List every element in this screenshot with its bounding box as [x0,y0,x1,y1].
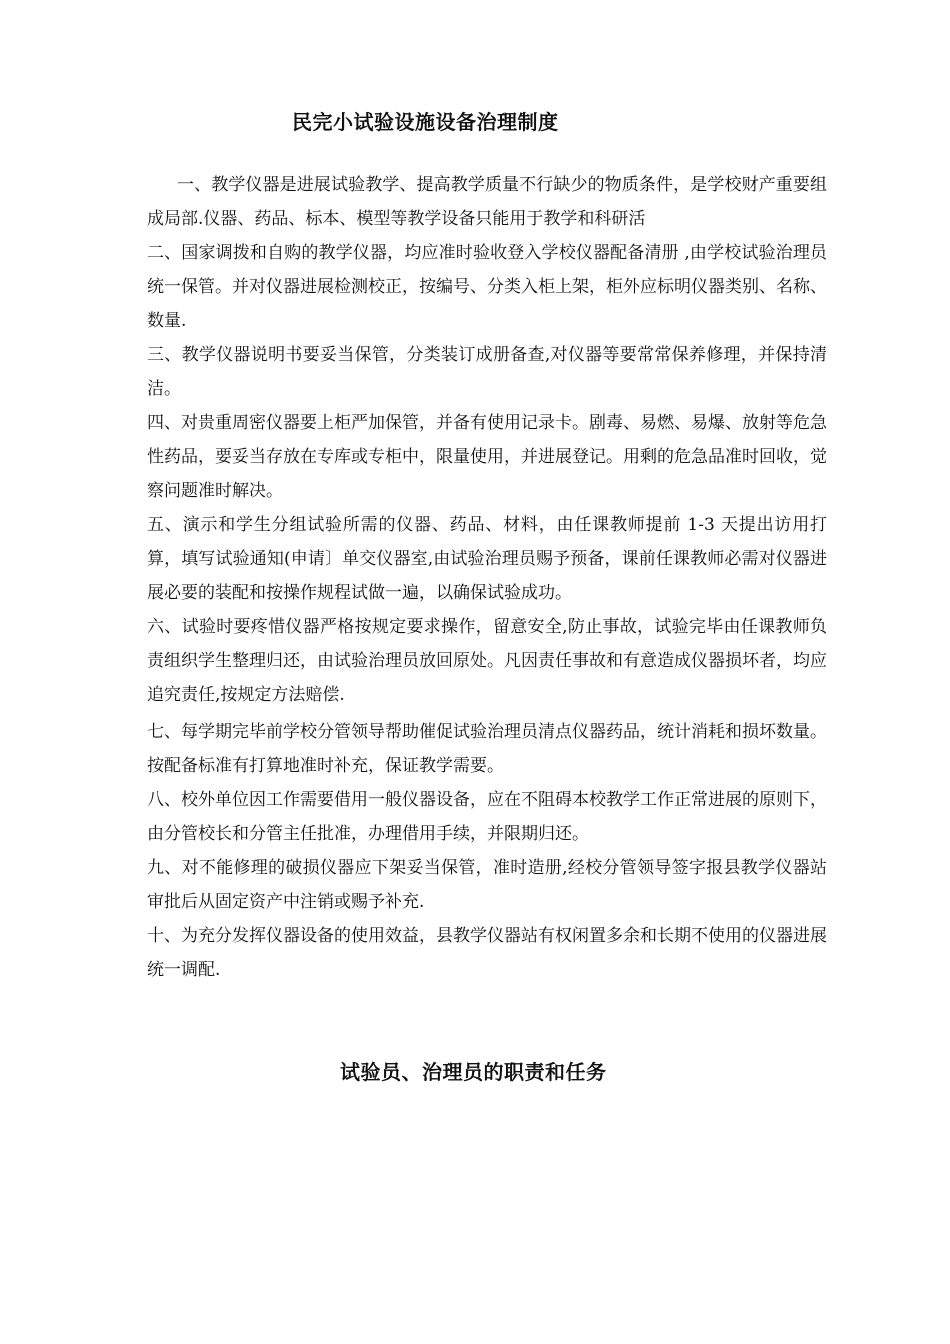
paragraph-6: 六、试验时要疼惜仪器严格按规定要求操作，留意安全,防止事故，试验完毕由任课教师负责组织学生整理归还，由试验治理员放回原处。凡因责任事故和有意造成仪器损坏者，均应追究责任,按规定方法赔偿. [147,617,827,705]
document-body [147,168,827,987]
paragraph-5: 五、演示和学生分组试验所需的仪器、药品、材料，由任课教师提前 1-3 天提出访用打算，填写试验通知(申请〕单交仪器室,由试验治理员赐予预备，课前任课教师必需对仪器进展必要的装配和按操作规程试做一遍，以确保试验成功。 [147,515,827,603]
section-title: 试验员、治理员的职责和任务 [340,1060,607,1084]
paragraph-7: 七、每学期完毕前学校分管领导帮助催促试验治理员清点仪器药品，统计消耗和损坏数量。按配备标准有打算地准时补充，保证教学需要。 [147,722,827,776]
paragraph-10: 十、为充分发挥仪器设备的使用效益，县教学仪器站有权闲置多余和长期不使用的仪器进展统一调配. [147,926,827,980]
paragraph-2: 二、国家调拨和自购的教学仪器，均应准时验收登入学校仪器配备清册 ,由学校试验治理员统一保管。并对仪器进展检测校正，按编号、分类入柜上架，柜外应标明仪器类别、名称、数量. [147,243,827,331]
paragraph-3: 三、教学仪器说明书要妥当保管，分类装订成册备查,对仪器等要常常保养修理，并保持清洁。 [147,345,827,399]
paragraph-9: 九、对不能修理的破损仪器应下架妥当保管，准时造册,经校分管领导签字报县教学仪器站审批后从固定资产中注销或赐予补充. [147,858,827,912]
paragraph-8: 八、校外单位因工作需要借用一般仪器设备，应在不阻碍本校教学工作正常进展的原则下，由分管校长和分管主任批准，办理借用手续，并限期归还。 [147,790,827,844]
paragraph-1: 一、教学仪器是进展试验教学、提高教学质量不行缺少的物质条件，是学校财产重要组成局部.仪器、药品、标本、模型等教学设备只能用于教学和科研活 [147,175,827,229]
paragraph-4: 四、对贵重周密仪器要上柜严加保管，并备有使用记录卡。剧毒、易燃、易爆、放射等危急性药品，要妥当存放在专库或专柜中，限量使用，并进展登记。用剩的危急品准时回收，觉察问题准时解决。 [147,413,827,501]
document-title: 民完小试验设施设备治理制度 [292,110,559,134]
